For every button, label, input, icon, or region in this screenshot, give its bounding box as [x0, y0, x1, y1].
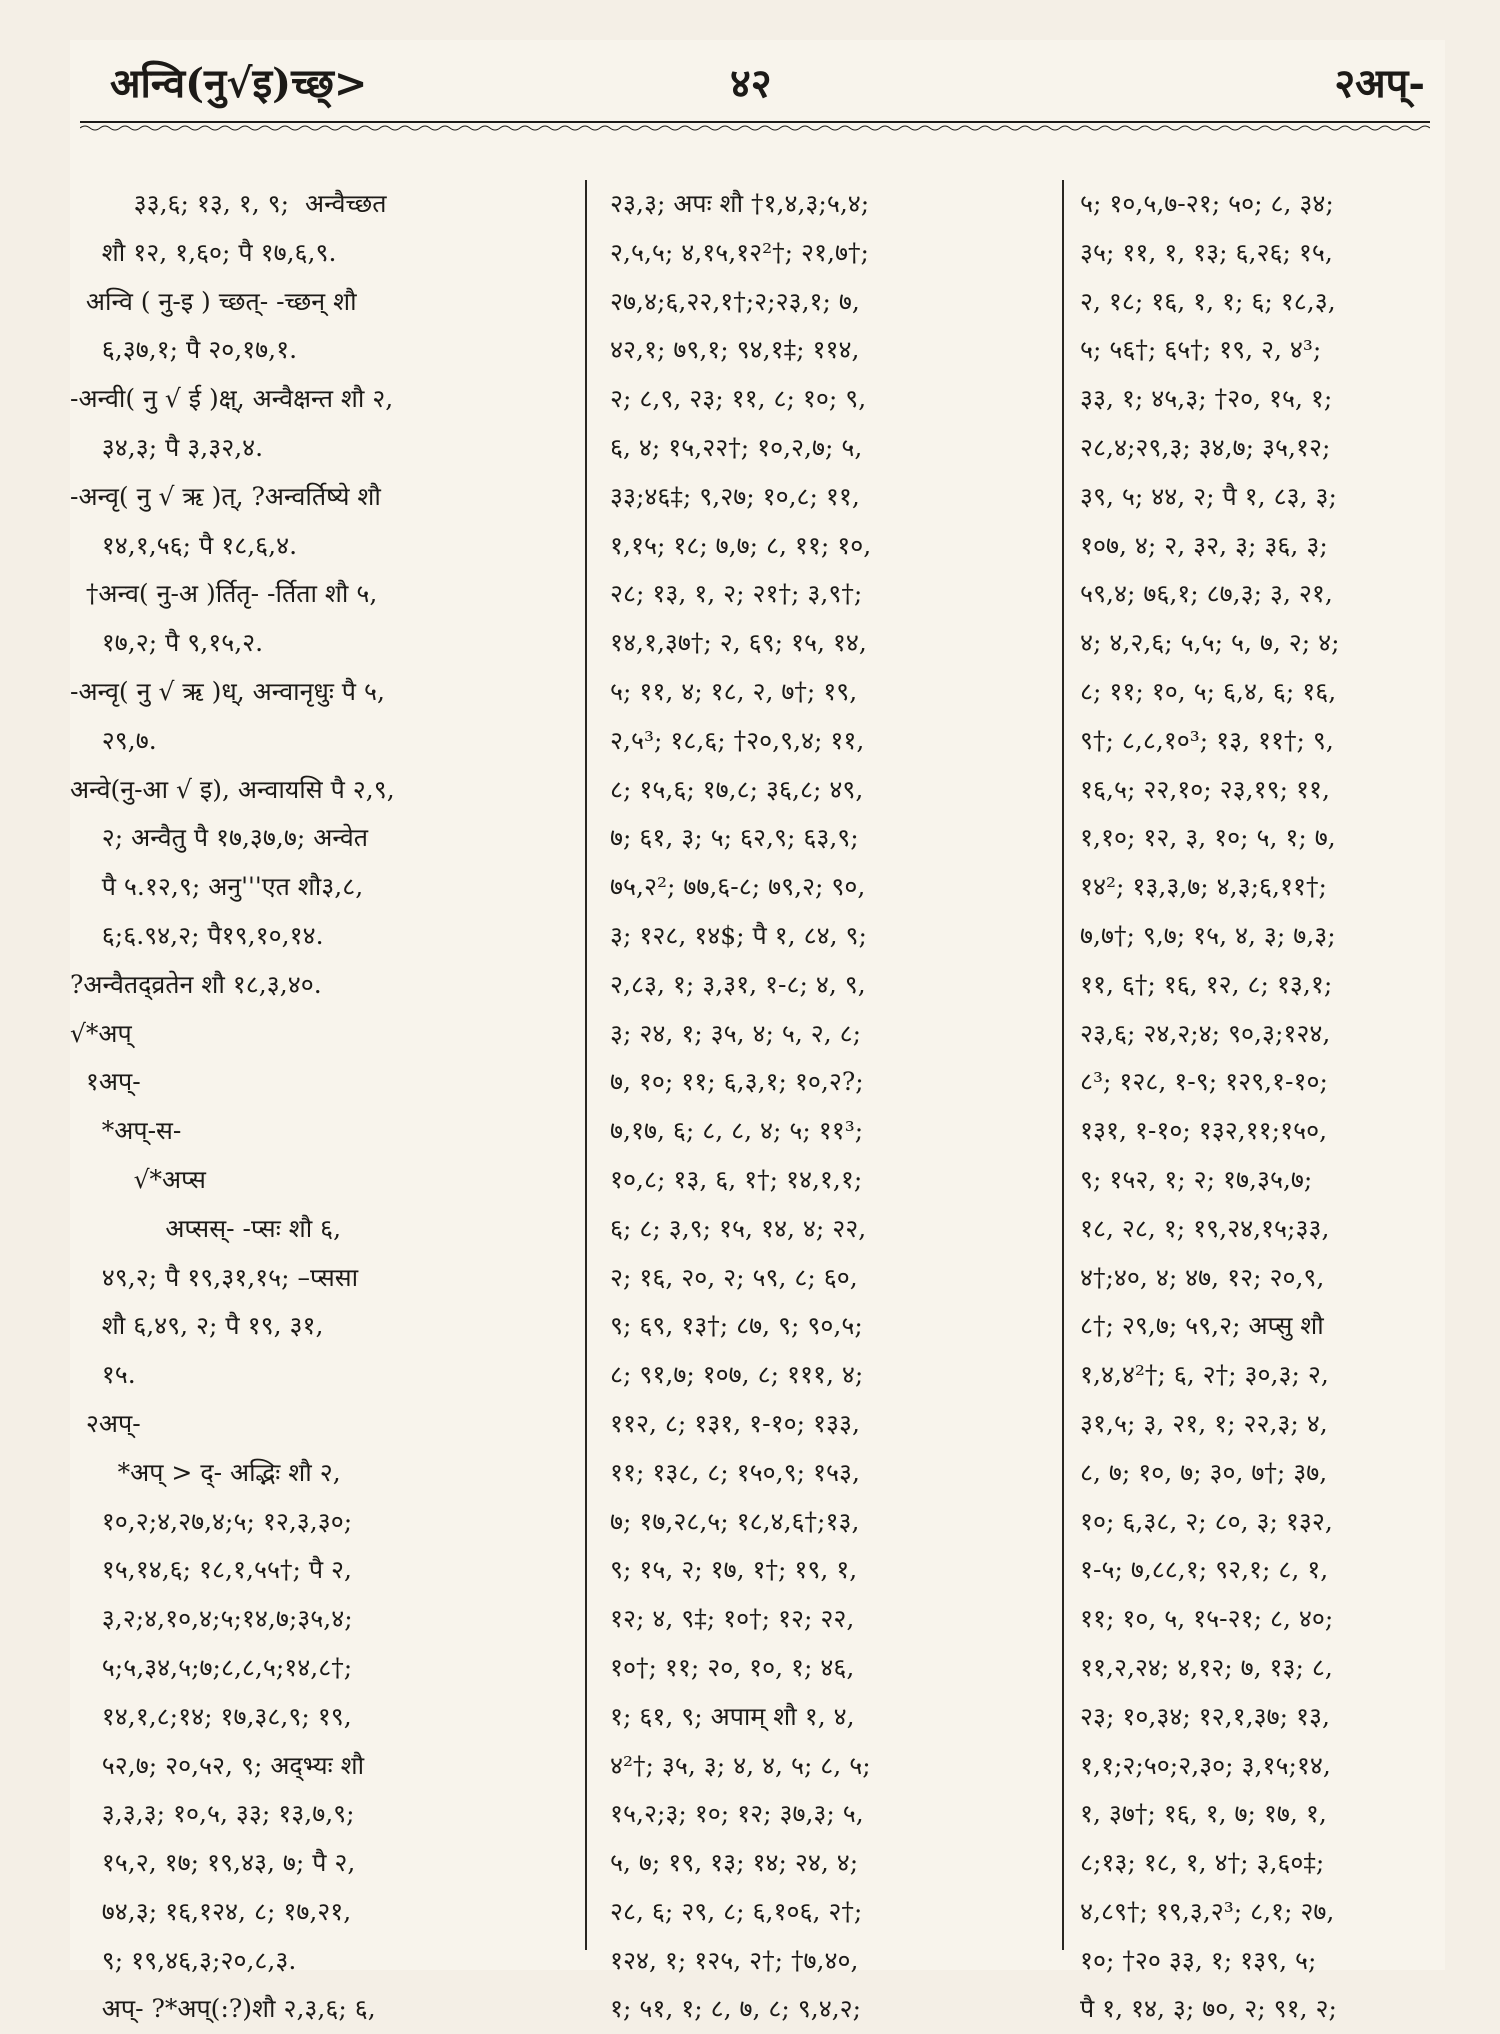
- left-column-line: १५,२, १७; १९,४३, ७; पै २,: [70, 1848, 356, 1878]
- right-column-line: २३,६; २४,२;४; ९०,३;१२४,: [1080, 1018, 1331, 1048]
- right-column-line: ३३, १; ४५,३; †२०, १५, १;: [1080, 384, 1333, 414]
- middle-column-line: ३; १२८, १४$; पै १, ८४, ९;: [610, 920, 867, 950]
- right-column-line: ९; १५२, १; २; १७,३५,७;: [1080, 1164, 1313, 1194]
- left-column-line: †अन्व( नु-अ )र्तितृ- -र्तिता शौ ५,: [70, 579, 378, 609]
- middle-column-line: ३३;४६‡; ९,२७; १०,८; ११,: [610, 481, 860, 511]
- right-column-line: १,४,४²†; ६, २†; ३०,३; २,: [1080, 1360, 1329, 1390]
- left-column-line: ४९,२; पै १९,३१,१५; –प्ससा: [70, 1262, 359, 1292]
- middle-column-line: ८; १५,६; १७,८; ३६,८; ४९,: [610, 774, 864, 804]
- middle-column-line: १,१५; १८; ७,७; ८, ११; १०,: [610, 530, 872, 560]
- right-column-line: ३१,५; ३, २१, १; २२,३; ४,: [1080, 1408, 1328, 1438]
- right-column-line: १४²; १३,३,७; ४,३;६,११†;: [1080, 872, 1327, 902]
- right-column-line: ११,२,२४; ४,१२; ७, १३; ८,: [1080, 1652, 1333, 1682]
- middle-column-line: १२४, १; १२५, २†; †७,४०,: [610, 1945, 859, 1975]
- right-column-line: ११, ६†; १६, १२, ८; १३,१;: [1080, 969, 1333, 999]
- header-rule: [80, 120, 1430, 132]
- left-column-line: ३,३,३; १०,५, ३३; १३,७,९;: [70, 1799, 355, 1829]
- right-column-line: ८; ११; १०, ५; ६,४, ६; १६,: [1080, 676, 1337, 706]
- middle-column-line: ३; २४, १; ३५, ४; ५, २, ८;: [610, 1018, 862, 1048]
- middle-column-line: ११२, ८; १३१, १-१०; १३३,: [610, 1408, 860, 1438]
- right-column-line: १, ३७†; १६, १, ७; १७, १,: [1080, 1799, 1327, 1829]
- middle-column-line: १५,२;३; १०; १२; ३७,३; ५,: [610, 1799, 864, 1829]
- right-column-line: २, १८; १६, १, १; ६; १८,३,: [1080, 286, 1336, 316]
- left-column-line: -अन्वृ( नु √ ऋ )त्, ?अन्वर्तिष्ये शौ: [70, 481, 381, 511]
- page-number: ४२: [730, 60, 772, 107]
- right-column-line: १,१०; १२, ३, १०; ५, १; ७,: [1080, 823, 1336, 853]
- middle-column-line: ७,१७, ६; ८, ८, ४; ५; ११³;: [610, 1116, 864, 1146]
- right-column-line: १०७, ४; २, ३२, ३; ३६, ३;: [1080, 530, 1328, 560]
- right-column-line: ११; १०, ५, १५-२१; ८, ४०;: [1080, 1604, 1334, 1634]
- left-column-line: अप्सस्- -प्सः शौ ६,: [70, 1213, 342, 1243]
- right-column-line: २८,४;२९,३; ३४,७; ३५,१२;: [1080, 432, 1331, 462]
- left-column-line: अन्वे(नु-आ √ इ), अन्वायसि पै २,९,: [70, 774, 395, 804]
- left-column-line: √*अप्: [70, 1018, 132, 1048]
- right-column-line: १८, २८, १; १९,२४,१५;३३,: [1080, 1213, 1330, 1243]
- left-column-line: ७४,३; १६,१२४, ८; १७,२१,: [70, 1896, 352, 1926]
- middle-column-line: २,८३, १; ३,३१, १-८; ४, ९,: [610, 969, 866, 999]
- right-column-line: ८;१३; १८, १, ४†; ३,६०‡;: [1080, 1848, 1325, 1878]
- right-column: [1080, 180, 1430, 2034]
- right-column-line: पै १, १४, ३; ७०, २; ९१, २;: [1080, 1994, 1337, 2024]
- left-column-line: १५.: [70, 1360, 136, 1390]
- left-column-line: ३४,३; पै ३,३२,४.: [70, 432, 264, 462]
- middle-column-line: ४२,१; ७९,१; ९४,१‡; ११४,: [610, 335, 860, 365]
- right-column-line: ८†; २९,७; ५९,२; अप्सु शौ: [1080, 1311, 1324, 1341]
- middle-column-line: २३,३; अपः शौ †१,४,३;५,४;: [610, 189, 870, 218]
- left-column-line: १४,१,५६; पै १८,६,४.: [70, 530, 298, 560]
- middle-column-line: ७; १७,२८,५; १८,४,६†;१३,: [610, 1506, 860, 1536]
- middle-column-line: १२; ४, ९‡; १०†; १२; २२,: [610, 1604, 855, 1634]
- left-column-line: -अन्वृ( नु √ ऋ )ध्, अन्वानृधुः पै ५,: [70, 676, 385, 706]
- left-column-line: ५;५,३४,५;७;८,८,५;१४,८†;: [70, 1652, 353, 1682]
- left-column-line: *अप्-स-: [70, 1116, 182, 1146]
- right-column-line: ३९, ५; ४४, २; पै १, ८३, ३;: [1080, 481, 1337, 511]
- right-column-line: १३१, १-१०; १३२,११;१५०,: [1080, 1116, 1328, 1146]
- middle-column-line: २; १६, २०, २; ५९, ८; ६०,: [610, 1262, 858, 1292]
- middle-column-line: २,५,५; ४,१५,१२²†; २१,७†;: [610, 237, 869, 267]
- right-column-line: १०; †२० ३३, १; १३९, ५;: [1080, 1945, 1317, 1975]
- left-column-line: -अन्वी( नु √ ई )क्ष्, अन्वैक्षन्त शौ २,: [70, 384, 394, 414]
- right-column-line: ३५; ११, १, १३; ६,२६; १५,: [1080, 237, 1333, 267]
- left-column-line: ३३,६; १३, १, ९; अन्वैच्छत: [70, 189, 387, 218]
- right-column-line: १०; ६,३८, २; ८०, ३; १३२,: [1080, 1506, 1333, 1536]
- right-column-line: ९†; ८,८,१०³; १३, ११†; ९,: [1080, 725, 1334, 755]
- left-column-line: १७,२; पै ९,१५,२.: [70, 628, 264, 658]
- left-column-line: शौ ६,४९, २; पै १९, ३१,: [70, 1311, 324, 1341]
- right-column-line: ५; ५६†; ६५†; १९, २, ४³;: [1080, 335, 1322, 365]
- left-column-line: ६,३७,१; पै २०,१७,१.: [70, 335, 298, 365]
- right-column-line: ४†;४०, ४; ४७, १२; २०,९,: [1080, 1262, 1325, 1292]
- middle-column-line: २८; १३, १, २; २१†; ३,९†;: [610, 579, 863, 609]
- middle-column-line: ६; ८; ३,९; १५, १४, ४; २२,: [610, 1213, 867, 1243]
- middle-column-line: २; ८,९, २३; ११, ८; १०; ९,: [610, 384, 867, 414]
- right-column-line: ५; १०,५,७-२१; ५०; ८, ३४;: [1080, 189, 1334, 218]
- right-column-line: ४,८९†; १९,३,२³; ८,१; २७,: [1080, 1896, 1335, 1926]
- middle-column-line: ९; ६९, १३†; ८७, ९; ९०,५;: [610, 1311, 863, 1341]
- left-column-line: ९; १९,४६,३;२०,८,३.: [70, 1945, 297, 1975]
- middle-column-line: ७५,२²; ७७,६-८; ७९,२; ९०,: [610, 872, 866, 902]
- left-column-line: १अप्-: [70, 1067, 141, 1097]
- middle-column-line: १; ५१, १; ८, ७, ८; ९,४,२;: [610, 1994, 862, 2024]
- middle-column-line: २७,४;६,२२,१†;२;२३,१; ७,: [610, 286, 860, 316]
- middle-column-line: १; ६१, ९; अपाम् शौ १, ४,: [610, 1701, 855, 1731]
- dictionary-page: [70, 40, 1445, 2024]
- column-divider-2: [1062, 180, 1064, 1950]
- middle-column-line: ७; ६१, ३; ५; ६२,९; ६३,९;: [610, 823, 859, 853]
- right-column-line: ४; ४,२,६; ५,५; ५, ७, २; ४;: [1080, 628, 1340, 658]
- right-column-line: ५९,४; ७६,१; ८७,३; ३, २१,: [1080, 579, 1333, 609]
- left-column-line: *अप् > द्- अद्भिः शौ २,: [70, 1457, 341, 1487]
- middle-column-line: १०,८; १३, ६, १†; १४,१,१;: [610, 1164, 863, 1194]
- middle-column-line: ५, ७; १९, १३; १४; २४, ४;: [610, 1848, 859, 1878]
- right-column-line: ७,७†; ९,७; १५, ४, ३; ७,३;: [1080, 920, 1336, 950]
- column-divider-1: [585, 180, 587, 1950]
- header-right-entry: २अप्-: [1334, 60, 1425, 107]
- left-column-line: ३,२;४,१०,४;५;१४,७;३५,४;: [70, 1604, 353, 1634]
- middle-column-line: ८; ९१,७; १०७, ८; १११, ४;: [610, 1360, 864, 1390]
- left-column-line: १०,२;४,२७,४;५; १२,३,३०;: [70, 1506, 353, 1536]
- left-column-line: २अप्-: [70, 1408, 141, 1438]
- page-header: [70, 40, 1445, 112]
- middle-column-line: ७, १०; ११; ६,३,१; १०,२?;: [610, 1067, 864, 1097]
- middle-column: [610, 180, 1030, 2034]
- left-column-line: शौ १२, १,६०; पै १७,६,९.: [70, 237, 337, 267]
- left-column-line: ६;६.९४,२; पै१९,१०,१४.: [70, 920, 324, 950]
- left-column-line: २; अन्वैतु पै १७,३७,७; अन्वेत: [70, 823, 368, 853]
- left-column-line: अन्वि ( नु-इ ) च्छत्- -च्छन् शौ: [70, 286, 357, 316]
- left-column-line: ५२,७; २०,५२, ९; अद्भ्यः शौ: [70, 1750, 365, 1780]
- left-column-line: √*अप्स: [70, 1164, 206, 1194]
- middle-column-line: १०†; ११; २०, १०, १; ४६,: [610, 1652, 855, 1682]
- middle-column-line: ११; १३८, ८; १५०,९; १५३,: [610, 1457, 860, 1487]
- middle-column-line: २८, ६; २९, ८; ६,१०६, २†;: [610, 1896, 863, 1926]
- right-column-line: १-५; ७,८८,१; ९२,१; ८, १,: [1080, 1555, 1329, 1585]
- left-column-line: १५,१४,६; १८,१,५५†; पै २,: [70, 1555, 352, 1585]
- middle-column-line: ६, ४; १५,२२†; १०,२,७; ५,: [610, 432, 863, 462]
- left-column-line: ?अन्वैतद्व्रतेन शौ १८,३,४०.: [70, 969, 322, 999]
- right-column-line: १६,५; २२,१०; २३,१९; ११,: [1080, 774, 1330, 804]
- middle-column-line: २,५³; १८,६; †२०,९,४; ११,: [610, 725, 865, 755]
- left-column-line: अप्- ?*अप्(:?)शौ २,३,६; ६,: [70, 1994, 376, 2024]
- left-column: [70, 180, 525, 2034]
- right-column-line: ८, ७; १०, ७; ३०, ७†; ३७,: [1080, 1457, 1328, 1487]
- middle-column-line: १४,१,३७†; २, ६९; १५, १४,: [610, 628, 867, 658]
- right-column-line: १,१;२;५०;२,३०; ३,१५;१४,: [1080, 1750, 1331, 1780]
- middle-column-line: ९; १५, २; १७, १†; १९, १,: [610, 1555, 858, 1585]
- right-column-line: ८³; १२८, १-९; १२९,१-१०;: [1080, 1067, 1328, 1097]
- middle-column-line: ४²†; ३५, ३; ४, ४, ५; ८, ५;: [610, 1750, 871, 1780]
- right-column-line: २३; १०,३४; १२,१,३७; १३,: [1080, 1701, 1330, 1731]
- header-left-entry: अन्वि(नु√इ)च्छ्>: [110, 60, 368, 107]
- middle-column-line: ५; ११, ४; १८, २, ७†; १९,: [610, 676, 858, 706]
- left-column-line: २९,७.: [70, 725, 157, 755]
- left-column-line: पै ५.१२,९; अनु'''एत शौ३,८,: [70, 872, 364, 902]
- left-column-line: १४,१,८;१४; १७,३८,९; १९,: [70, 1701, 352, 1731]
